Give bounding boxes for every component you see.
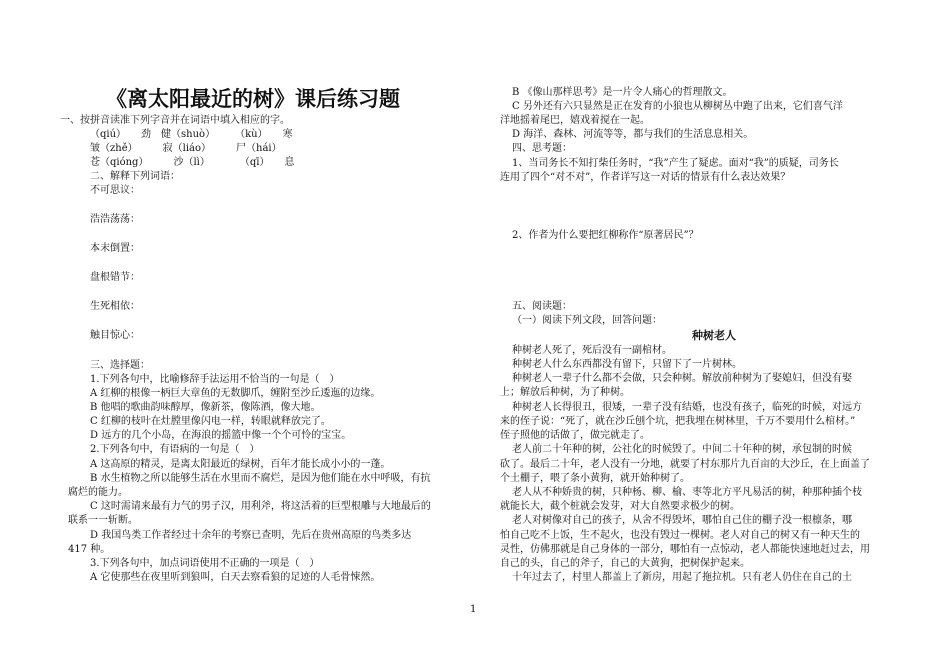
q1-option-a: A 红柳的根像一柄巨大章鱼的无数脚爪，缠附至沙丘逶迤的边缘。 — [90, 388, 381, 399]
q3-option-d: D 海洋、森林、河流等等，都与我们的生活息息相关。 — [512, 129, 754, 140]
q2-option-b-cont: 腐烂的能力。 — [68, 487, 128, 498]
q2-option-b: B 水生植物之所以能够生活在水里而不腐烂，是因为他们能在水中呼吸，有抗 — [90, 473, 431, 484]
q2-option-c: C 这时需请来最有力气的男子汉，用利斧，将这活着的巨型根雕与大地最后的 — [90, 501, 431, 512]
q3-option-c: C 另外还有六只显然是正在发育的小狼也从柳树丛中跑了出来，它们喜气洋 — [512, 101, 843, 112]
pinyin-line-2: 皱（zhě） 寂（liáo） 尸（hái） — [90, 143, 282, 154]
story-paragraph-cont: 怕自己吃不上饭，生不起火，也没有毁过一棵树。老人对自己的树又有一种天生的 — [500, 530, 860, 541]
section-3-heading: 三、选择题： — [90, 360, 150, 371]
story-paragraph: 种树老人死了，死后没有一副棺材。 — [512, 345, 672, 356]
term-chumujingxin: 触目惊心： — [90, 330, 140, 341]
page-title: 《离太阳最近的树》课后练习题 — [106, 86, 400, 111]
think-question-1: 1、当司务长不知打柴任务时，“我”产生了疑虑。面对“我”的质疑，司务长 — [512, 158, 839, 169]
section-4-heading: 四、思考题： — [512, 143, 572, 154]
section-2-heading: 二、解释下列词语： — [90, 171, 180, 182]
section-5-heading: 五、阅读题： — [512, 301, 572, 312]
section-1-heading: 一、按拼音读准下列字音并在词语中填入相应的字。 — [60, 115, 290, 126]
story-paragraph: 老人从不种娇贵的树，只种杨、柳、榆、枣等北方平凡易活的树，种那种插个枝 — [512, 487, 862, 498]
question-1: 1.下列各句中，比喻修辞手法运用不恰当的一句是（ ） — [90, 374, 340, 385]
q2-option-d-cont: 417 种。 — [68, 544, 111, 555]
q2-option-c-cont: 联系一一斩断。 — [68, 515, 138, 526]
story-title: 种树老人 — [692, 329, 736, 342]
think-question-2: 2、作者为什么要把红柳称作“原著居民”？ — [512, 230, 699, 241]
q2-option-a: A 这高原的精灵，是离太阳最近的绿树，百年才能长成小小的一蓬。 — [90, 459, 391, 470]
term-haohaodangdang: 浩浩荡荡： — [90, 214, 140, 225]
story-paragraph: 种树老人什么东西都没有留下，只留下了一片树林。 — [512, 359, 742, 370]
term-benmodaozhi: 本末倒置： — [90, 243, 140, 254]
story-paragraph-cont: 上；解放后种树，为了种树。 — [500, 387, 630, 398]
story-paragraph-cont: 灵性，仿佛那就是自己身体的一部分，哪怕有一点惊动，老人都能快速地赶过去，用 — [500, 544, 870, 555]
page-number: 1 — [470, 604, 477, 615]
think-question-1-cont: 连用了四个“对不对”，作者详写这一对话的情景有什么表达效果？ — [500, 172, 791, 183]
term-shengsixiangyi: 生死相依： — [90, 301, 140, 312]
story-paragraph-cont: 砍了。最后二十年，老人没有一分地，就要了村东那片九百亩的大沙丘，在上面盖了 — [500, 459, 870, 470]
term-pangencuojie: 盘根错节： — [90, 272, 140, 283]
story-paragraph: 种树老人长得很丑，很矮，一辈子没有结婚，也没有孩子，临死的时候，对远方 — [512, 402, 862, 413]
story-paragraph: 老人对树像对自己的孩子，从舍不得毁坏，哪怕自己住的棚子没一根檩条，哪 — [512, 515, 852, 526]
story-paragraph: 老人前二十年种的树，公社化的时候毁了。中间二十年种的树，承包制的时候 — [512, 444, 852, 455]
story-paragraph-cont: 就能长大，截个桩就会发芽，对大自然要求极少的树。 — [500, 501, 740, 512]
question-3: 3.下列各句中，加点词语使用不正确的一项是（ ） — [90, 558, 320, 569]
q1-option-d: D 远方的几个小岛，在海浪的摇篮中像一个个可怜的宝宝。 — [90, 430, 352, 441]
q1-option-c: C 红柳的枝叶在灶膛里像闪电一样，转眼就释放完了。 — [90, 416, 331, 427]
q1-option-b: B 他唱的歌曲韵味醇厚，像新茶，像陈酒，像大地。 — [90, 402, 321, 413]
pinyin-line-1: （qiú） 劲 健（shuò） （kù） 寒 — [90, 129, 293, 140]
q3-option-c-cont: 洋地摇着尾巴，嬉戏着搅在一起。 — [500, 115, 650, 126]
q2-option-d: D 我国鸟类工作者经过十余年的考察已查明，先后在贵州高原的鸟类多达 — [90, 530, 412, 541]
term-bukesiyi: 不可思议： — [90, 185, 140, 196]
story-paragraph: 种树老人一辈子什么都不会做，只会种树。解放前种树为了娶媳妇，但没有娶 — [512, 373, 852, 384]
story-paragraph-cont: 自己的头，自己的斧子，自己的大黄狗，把树保护起来。 — [500, 558, 750, 569]
story-paragraph: 十年过去了，村里人都盖上了新房，用起了拖拉机。只有老人仍住在自己的土 — [512, 572, 852, 583]
story-paragraph-cont: 侄子照他的话做了，做完就走了。 — [500, 430, 650, 441]
q3-option-a: A 它使那些在夜里听到狼叫，白天去察看狼的足迹的人毛骨悚然。 — [90, 572, 381, 583]
reading-instruction: （一）阅读下列文段，回答问题： — [512, 315, 662, 326]
question-2: 2.下列各句中，有语病的一句是（ ） — [90, 444, 260, 455]
q3-option-b: B 《像山那样思考》是一片令人痛心的哲理散文。 — [512, 87, 733, 98]
story-paragraph-cont: 个土棚子，喂了条小黄狗，就开始种树了。 — [500, 473, 690, 484]
story-paragraph-cont: 来的侄子说：“死了，就在沙丘刨个坑，把我埋在树林里，千万不要用什么棺材。” — [500, 416, 856, 427]
pinyin-line-3: 苍（qióng） 沙（lì） （qī） 息 — [90, 157, 295, 168]
